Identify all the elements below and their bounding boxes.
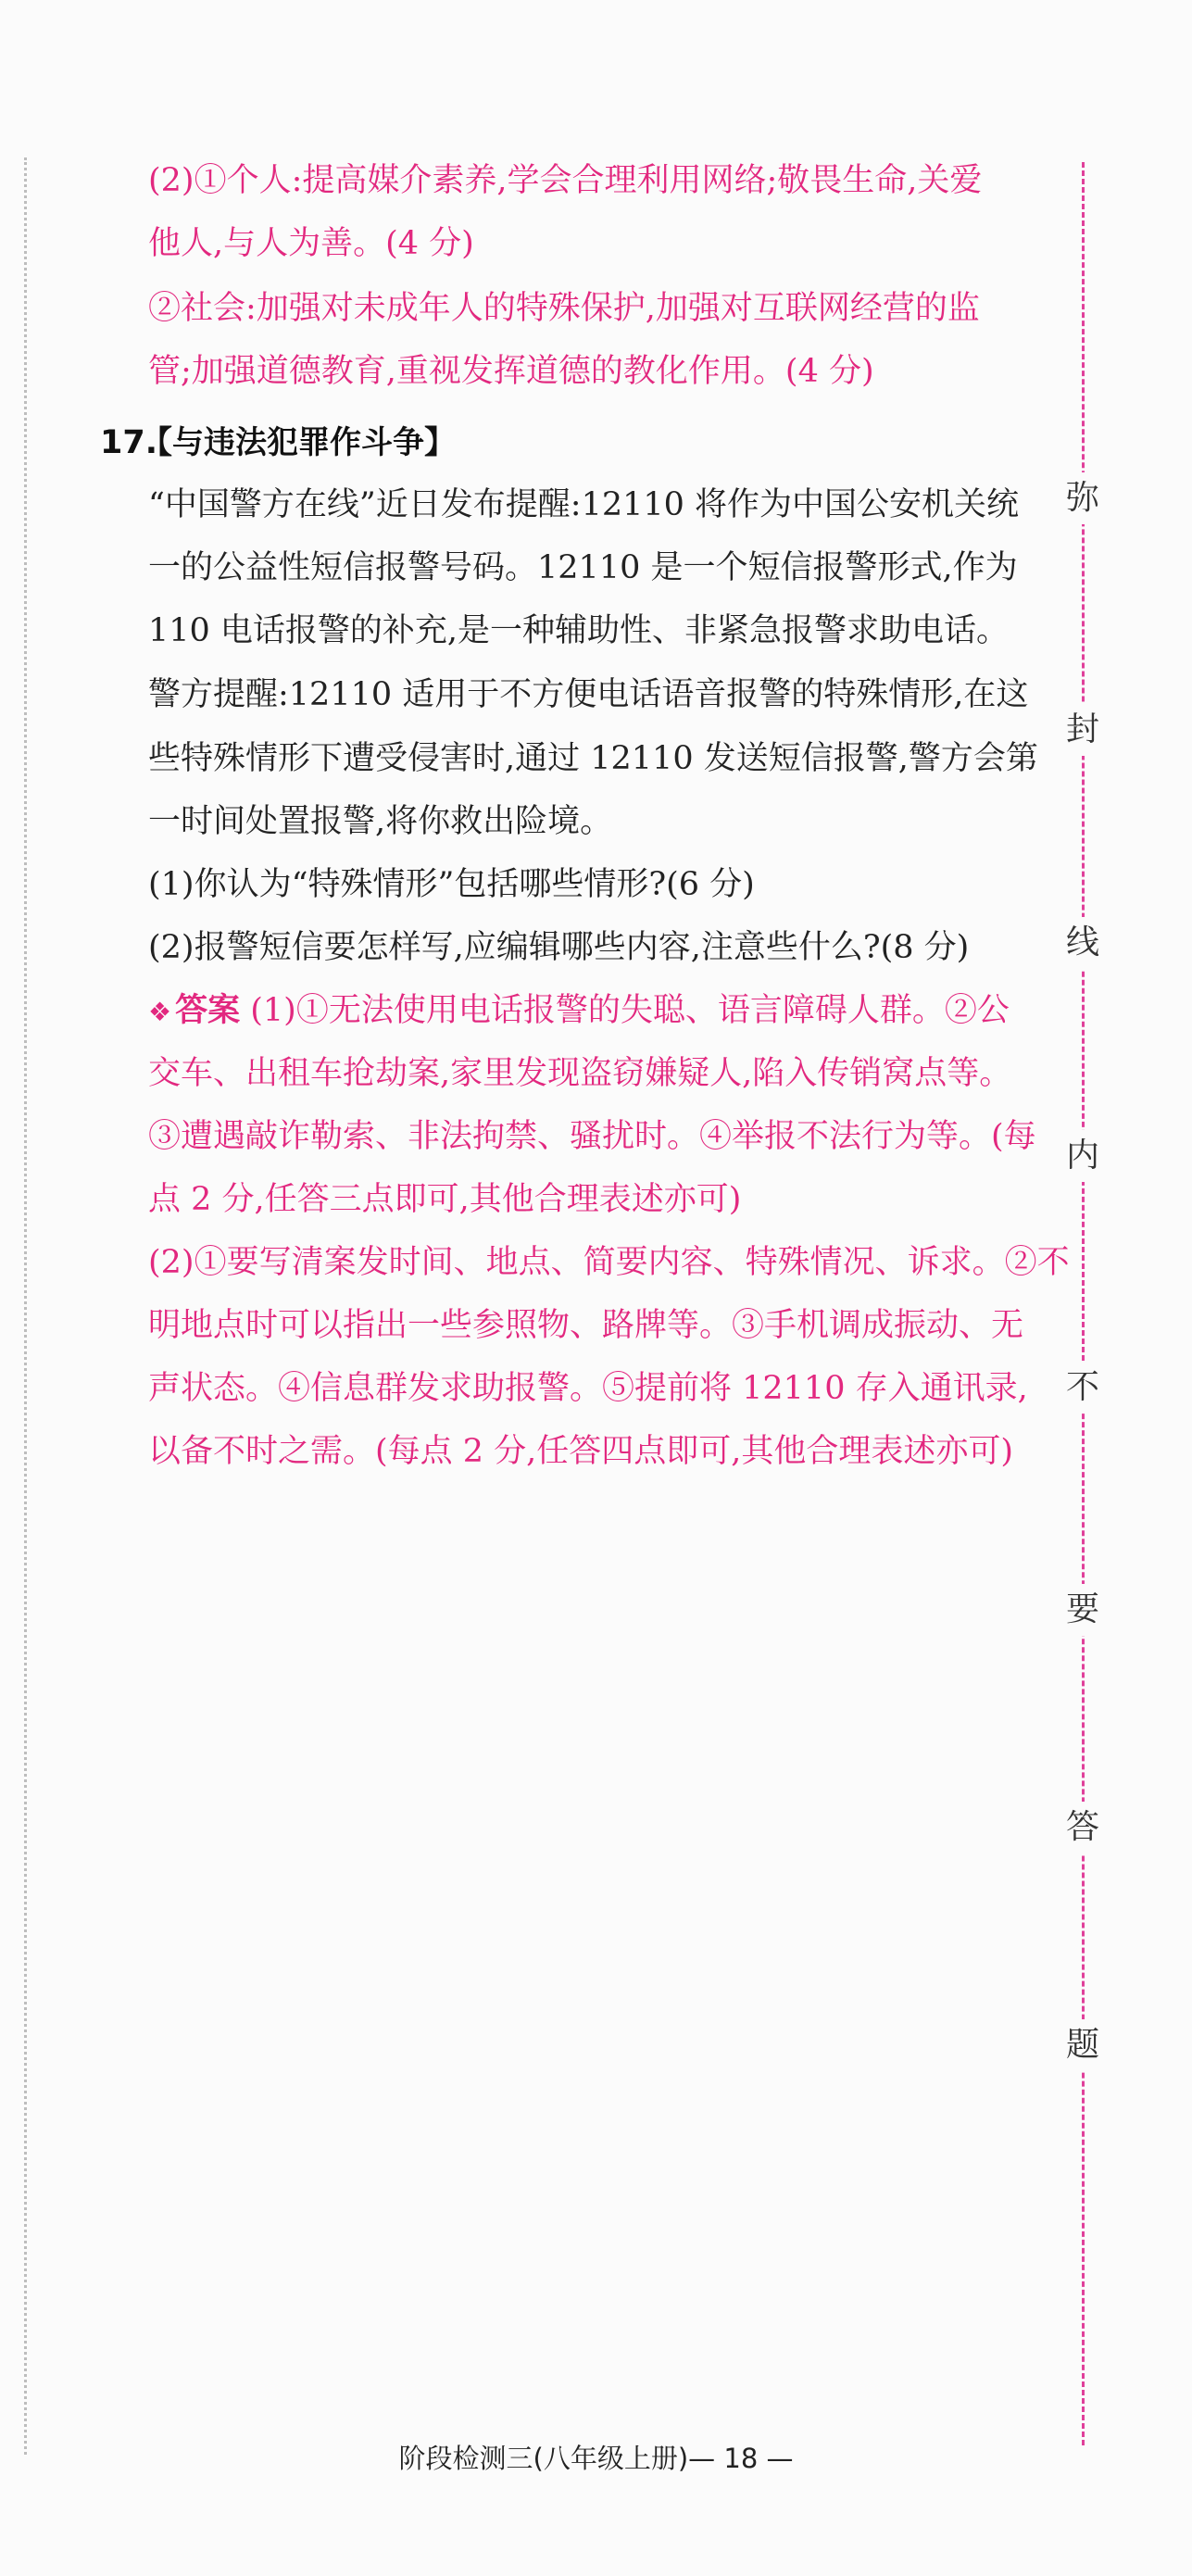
question-body-line: 一时间处置报警,将你救出险境。 [148,803,613,840]
answer-text: (1)①无法使用电话报警的失聪、语言障碍人群。②公 [240,992,1010,1029]
answer-first-line [148,989,1010,1034]
answer-line: 交车、出租车抢劫案,家里发现盗窃嫌疑人,陷入传销窝点等。 [148,1055,1012,1092]
seal-char-2: 封 [1060,704,1105,756]
answer-line: (2)①要写清案发时间、地点、简要内容、特殊情况、诉求。②不 [148,1244,1070,1281]
sub-question-1: (1)你认为“特殊情形”包括哪些情形?(6 分) [148,866,755,903]
question-title: 【与违法犯罪作斗争】 [141,424,456,461]
prev-answer-line: 他人,与人为善。(4 分) [148,225,474,262]
answer-line: 以备不时之需。(每点 2 分,任答四点即可,其他合理表述亦可) [148,1433,1014,1470]
seal-char-5: 不 [1060,1362,1105,1414]
seal-char-1: 弥 [1060,472,1105,524]
binding-dotted-line [24,157,27,2455]
prev-answer-line: ②社会:加强对未成年人的特殊保护,加强对互联网经营的监 [148,290,980,327]
question-body-line: 110 电话报警的补充,是一种辅助性、非紧急报警求助电话。 [148,612,1010,649]
question-body-line: “中国警方在线”近日发布提醒:12110 将作为中国公安机关统 [148,486,1020,523]
seal-char-4: 内 [1060,1130,1105,1182]
seal-char-6: 要 [1060,1584,1105,1636]
answer-label: 答案 [175,992,241,1029]
question-body-line: 些特殊情形下遭受侵害时,通过 12110 发送短信报警,警方会第 [148,740,1038,777]
answer-line: ③遭遇敲诈勒索、非法拘禁、骚扰时。④举报不法行为等。(每 [148,1118,1036,1155]
page-footer: 阶段检测三(八年级上册)— 18 — [398,2443,794,2474]
answer-line: 点 2 分,任答三点即可,其他合理表述亦可) [148,1181,742,1218]
prev-answer-line: 管;加强道德教育,重视发挥道德的教化作用。(4 分) [148,353,874,390]
seal-char-8: 题 [1060,2019,1105,2071]
sparkle-icon: ❖ [148,997,172,1027]
sub-question-2: (2)报警短信要怎样写,应编辑哪些内容,注意些什么?(8 分) [148,929,970,966]
seal-char-7: 答 [1060,1802,1105,1853]
seal-char-3: 线 [1060,917,1105,969]
question-number: 17. [100,424,158,461]
answer-line: 明地点时可以指出一些参照物、路牌等。③手机调成振动、无 [148,1307,1024,1344]
question-body-line: 警方提醒:12110 适用于不方便电话语音报警的特殊情形,在这 [148,676,1029,713]
prev-answer-line: (2)①个人:提高媒介素养,学会合理利用网络;敬畏生命,关爱 [148,162,983,199]
answer-line: 声状态。④信息群发求助报警。⑤提前将 12110 存入通讯录, [148,1370,1028,1407]
question-body-line: 一的公益性短信报警号码。12110 是一个短信报警形式,作为 [148,549,1018,586]
